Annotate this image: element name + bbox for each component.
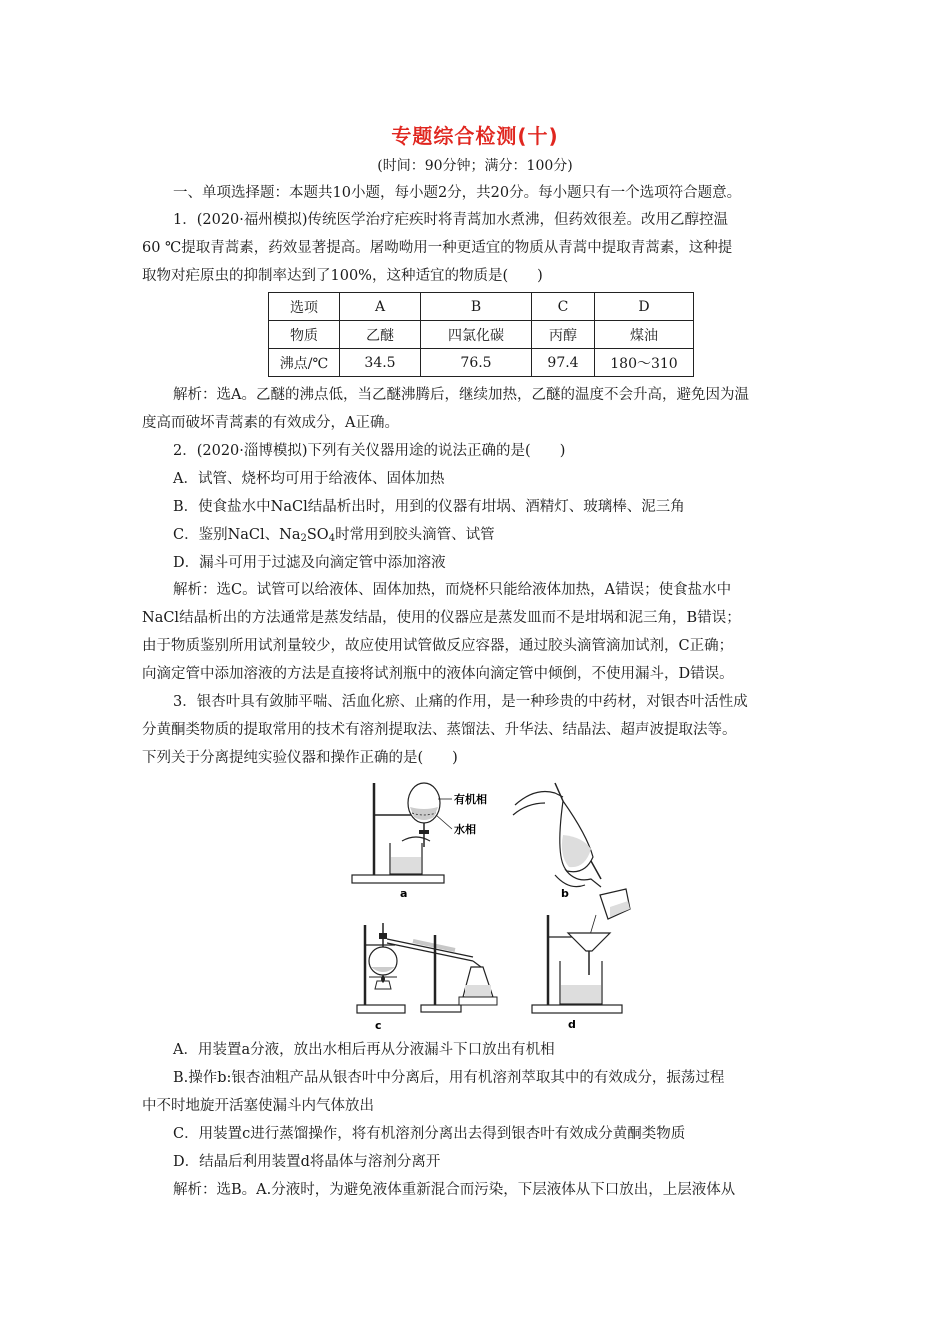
table-cell: 76.5 [421, 349, 532, 377]
filtration-illustration [530, 885, 640, 1035]
separatory-funnel-illustration [350, 775, 510, 900]
figure-label-b: b [561, 887, 569, 900]
q3-option-b-line2: 中不时地旋开活塞使漏斗内气体放出 [142, 1098, 374, 1114]
q1-answer-line1: 解析：选A。乙醚的沸点低，当乙醚沸腾后，继续加热，乙醚的温度不会升高，避免因为温 [173, 387, 749, 403]
subscript: 4 [328, 533, 336, 544]
exam-info: (时间：90分钟；满分：100分) [377, 158, 573, 174]
organic-phase-label: 有机相 [454, 793, 487, 806]
q3-stem-line2: 分黄酮类物质的提取常用的技术有溶剂提取法、蒸馏法、升华法、结晶法、超声波提取法等。 [142, 722, 737, 738]
section-heading: 一、单项选择题：本题共10小题，每小题2分，共20分。每小题只有一个选项符合题意。 [173, 185, 742, 201]
subscript: 2 [300, 533, 307, 544]
q2-answer-line1: 解析：选C。试管可以给液体、固体加热，而烧杯只能给液体加热，A错误；使食盐水中 [173, 582, 732, 598]
q1-answer-line2: 度高而破坏青蒿素的有效成分，A正确。 [142, 415, 399, 431]
table-cell: 选项 [269, 293, 340, 321]
table-cell: C [532, 293, 595, 321]
q2-option-c [173, 525, 813, 549]
table-cell: 97.4 [532, 349, 595, 377]
q2-option-a: A．试管、烧杯均可用于给液体、固体加热 [173, 471, 445, 487]
apparatus-b-figure [505, 775, 625, 900]
table-row [269, 293, 694, 321]
table-row [269, 321, 694, 349]
table-cell: 180～310 [595, 349, 694, 377]
table-cell: 34.5 [340, 349, 421, 377]
q3-answer-line1: 解析：选B。A.分液时，为避免液体重新混合而污染，下层液体从下口放出，上层液体从 [173, 1182, 736, 1198]
q3-option-d: D．结晶后利用装置d将晶体与溶剂分离开 [173, 1154, 441, 1170]
page-title: 专题综合检测(十) [391, 124, 559, 148]
q1-stem-line3: 取物对疟原虫的抑制率达到了100%，这种适宜的物质是( ) [142, 268, 543, 284]
table-cell: D [595, 293, 694, 321]
distillation-illustration [355, 905, 525, 1035]
table-cell: 四氯化碳 [421, 321, 532, 349]
aqueous-phase-label: 水相 [454, 823, 476, 836]
q2-option-b: B．使食盐水中NaCl结晶析出时，用到的仪器有坩埚、酒精灯、玻璃棒、泥三角 [173, 499, 685, 515]
table-cell: B [421, 293, 532, 321]
figure-label-c: c [375, 1019, 382, 1032]
table-cell: 煤油 [595, 321, 694, 349]
table-cell: 物质 [269, 321, 340, 349]
q2-stem: 2．(2020·淄博模拟)下列有关仪器用途的说法正确的是( ) [173, 443, 566, 459]
apparatus-c-figure [355, 905, 525, 1035]
q3-option-b-line1: B.操作b:银杏油粗产品从银杏叶中分离后，用有机溶剂萃取其中的有效成分，振荡过程 [173, 1070, 725, 1086]
table-cell: 乙醚 [340, 321, 421, 349]
q3-option-a: A．用装置a分液，放出水相后再从分液漏斗下口放出有机相 [173, 1042, 555, 1058]
table-cell: A [340, 293, 421, 321]
q2-option-d: D．漏斗可用于过滤及向滴定管中添加溶液 [173, 555, 446, 571]
q2-answer-line2: NaCl结晶析出的方法通常是蒸发结晶，使用的仪器应是蒸发皿而不是坩埚和泥三角，B错误； [142, 610, 741, 626]
figure-label-a: a [400, 887, 408, 900]
figure-label-d: d [568, 1018, 576, 1031]
q1-options-table [268, 292, 694, 377]
q3-stem-line1: 3．银杏叶具有敛肺平喘、活血化瘀、止痛的作用，是一种珍贵的中药材，对银杏叶活性成 [173, 694, 748, 710]
q2-option-c-text: 时常用到胶头滴管、试管 [335, 527, 495, 543]
q2-option-c-text: C．鉴别NaCl、Na [173, 527, 301, 543]
q3-option-c: C．用装置c进行蒸馏操作，将有机溶剂分离出去得到银杏叶有效成分黄酮类物质 [173, 1126, 686, 1142]
q3-stem-line3: 下列关于分离提纯实验仪器和操作正确的是( ) [142, 750, 458, 766]
q1-stem-line2: 60 ℃提取青蒿素，药效显著提高。屠呦呦用一种更适宜的物质从青蒿中提取青蒿素，这种提 [142, 240, 733, 256]
table-cell: 丙醇 [532, 321, 595, 349]
table-cell: 沸点/℃ [269, 349, 340, 377]
q2-answer-line4: 向滴定管中添加溶液的方法是直接将试剂瓶中的液体向滴定管中倾倒，不使用漏斗，D错误。 [142, 666, 734, 682]
apparatus-a-figure [350, 775, 510, 900]
q1-stem-line1: 1．(2020·福州模拟)传统医学治疗疟疾时将青蒿加水煮沸，但药效很差。改用乙醇控温 [173, 212, 729, 228]
apparatus-d-figure [530, 885, 640, 1035]
table-row [269, 349, 694, 377]
q2-option-c-text: SO [306, 527, 329, 543]
shaking-funnel-illustration [505, 775, 625, 900]
q2-answer-line3: 由于物质鉴别所用试剂量较少，故应使用试管做反应容器，通过胶头滴管滴加试剂，C正确； [142, 638, 734, 654]
